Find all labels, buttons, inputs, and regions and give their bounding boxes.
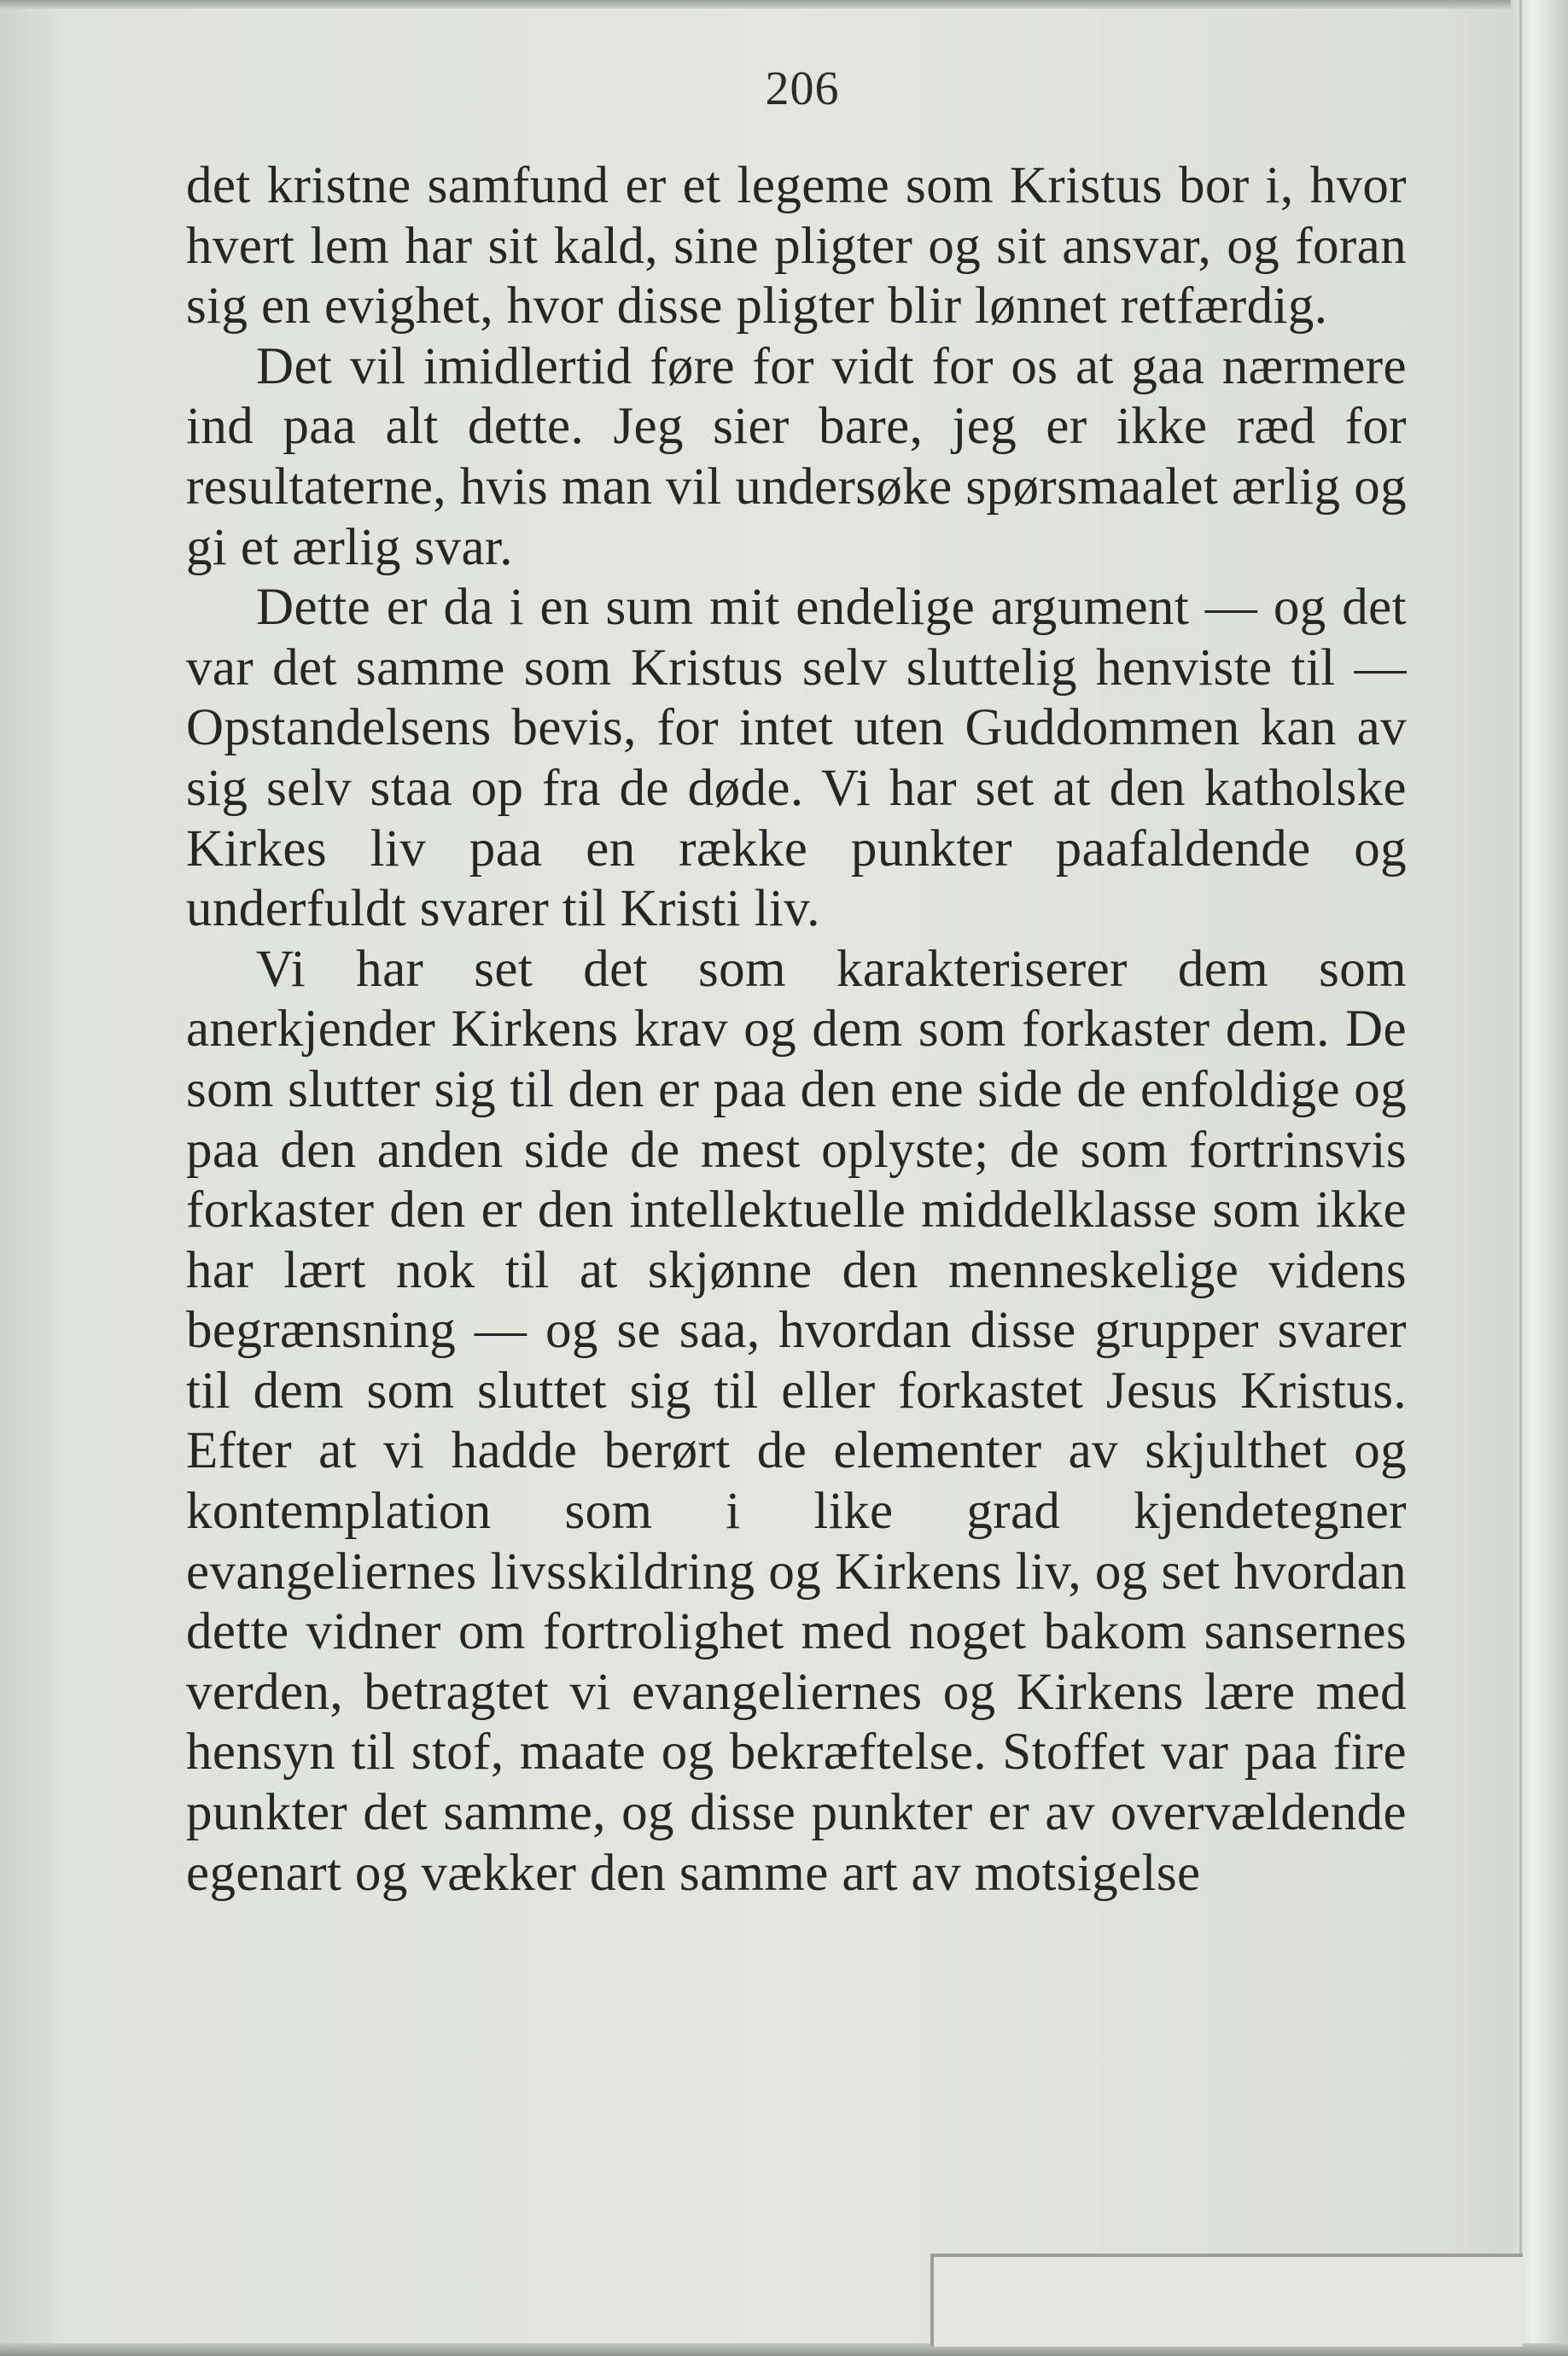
paragraph-4: Vi har set det som karakteriserer dem som anerkjender Kirkens krav og dem som forkaster dem. De som slutter sig til den er paa den ene side de enfoldige og paa den anden side de mest oplyste; de som fortrinsvis forkaster den er den intellektuelle middelklasse som ikke har lært nok til at skjønne den menneskelige videns begrænsning — og se saa, hvordan disse grupper svarer til dem som sluttet sig til eller forkastet Jesus Kristus. Efter at vi hadde berørt de elementer av skjulthet og kontemplation som i like grad kjendetegner evangeliernes livsskildring og Kirkens liv, og set hvordan dette vidner om fortrolighet med noget bakom sansernes verden, betragtet vi evangeliernes og Kirkens lære med hensyn til stof, maate og bekræftelse. Stoffet var paa fire punkter det samme, og disse punkter er av overvældende egenart og vækker den samme art av motsigelse [186, 940, 1407, 1902]
paragraph-2: Det vil imidlertid føre for vidt for os at gaa nærmere ind paa alt dette. Jeg sier bare, jeg er ikke ræd for resultaterne, hvis man vil undersøke spørsmaalet ærlig og gi et ærlig svar. [186, 337, 1407, 576]
paragraph-1: det kristne samfund er et legeme som Kristus bor i, hvor hvert lem har sit kald, sine pligter og sit ansvar, og foran sig en evighet, hvor disse pligter blir lønnet retfærdig. [186, 157, 1407, 335]
paper-tab-outline [930, 2254, 1523, 2347]
page-number: 206 [765, 62, 840, 115]
page-right-edge [1511, 0, 1568, 2356]
page-top-edge [0, 0, 1568, 9]
body-text [186, 156, 1407, 1904]
paragraph-3: Dette er da i en sum mit endelige argument — og det var det samme som Kristus selv sluttelig henviste til — Opstandelsens bevis, for intet uten Guddommen kan av sig selv staa op fra de døde. Vi har set at den katholske Kirkes liv paa en række punkter paafaldende og underfuldt svarer til Kristi liv. [186, 579, 1407, 938]
